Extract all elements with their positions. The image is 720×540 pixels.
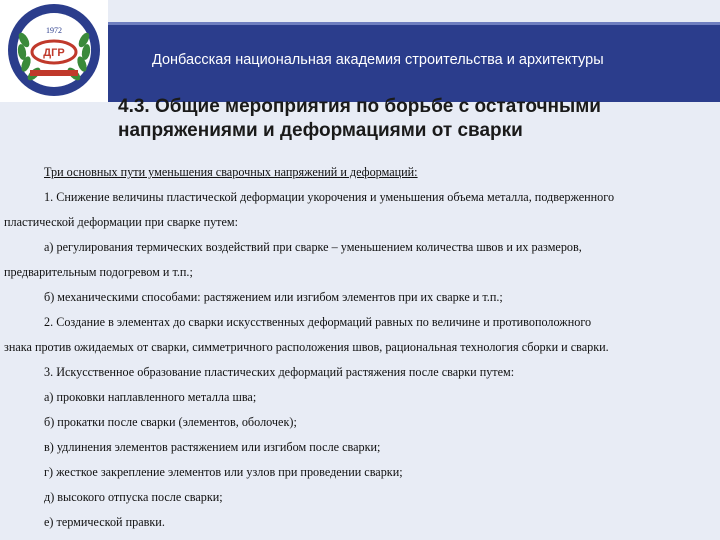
intro-text: Три основных пути уменьшения сварочных напряжений и деформаций:	[44, 165, 418, 179]
paragraph-2-line-1: 2. Создание в элементах до сварки искусственных деформаций равных по величине и противоположного	[44, 315, 592, 329]
paragraph-1b: б) механическими способами: растяжением или изгибом элементов при их сварке и т.п.;	[44, 290, 503, 304]
list-item: в) удлинения элементов растяжением или изгибом после сварки;	[44, 440, 381, 454]
list-item: б) прокатки после сварки (элементов, оболочек);	[44, 415, 297, 429]
paragraph-3: 3. Искусственное образование пластических деформаций растяжения после сварки путем:	[44, 365, 515, 379]
institution-name: Донбасская национальная академия строительства и архитектуры	[152, 52, 604, 68]
paragraph-1-line-2: пластической деформации при сварке путем:	[4, 215, 239, 229]
svg-text:ДГР: ДГР	[43, 47, 65, 59]
paragraph-1a-line-1: а) регулирования термических воздействий при сварке – уменьшением количества швов и их размеров,	[44, 240, 582, 254]
list-item: е) термической правки.	[44, 515, 165, 529]
paragraph-1-line-1: 1. Снижение величины пластической деформации укорочения и уменьшения объема металла, подверженного	[44, 190, 615, 204]
list-item: д) высокого отпуска после сварки;	[44, 490, 223, 504]
academy-emblem-icon	[0, 0, 108, 102]
list-item: г) жесткое закрепление элементов или узлов при проведении сварки;	[44, 465, 403, 479]
page-title	[118, 95, 718, 143]
content-body	[4, 160, 716, 535]
title-line-1: 4.3. Общие мероприятия по борьбе с остаточными	[118, 96, 601, 117]
paragraph-1a-line-2: предварительным подогревом и т.п.;	[4, 265, 193, 279]
academy-logo	[0, 0, 108, 102]
title-line-2: напряжениями и деформациями от сварки	[118, 120, 523, 141]
svg-text:1972: 1972	[46, 26, 62, 35]
paragraph-2-line-2: знака против ожидаемых от сварки, симметричного расположения швов, рациональная технология сборки и сварки.	[4, 340, 609, 354]
list-item: а) проковки наплавленного металла шва;	[44, 390, 257, 404]
